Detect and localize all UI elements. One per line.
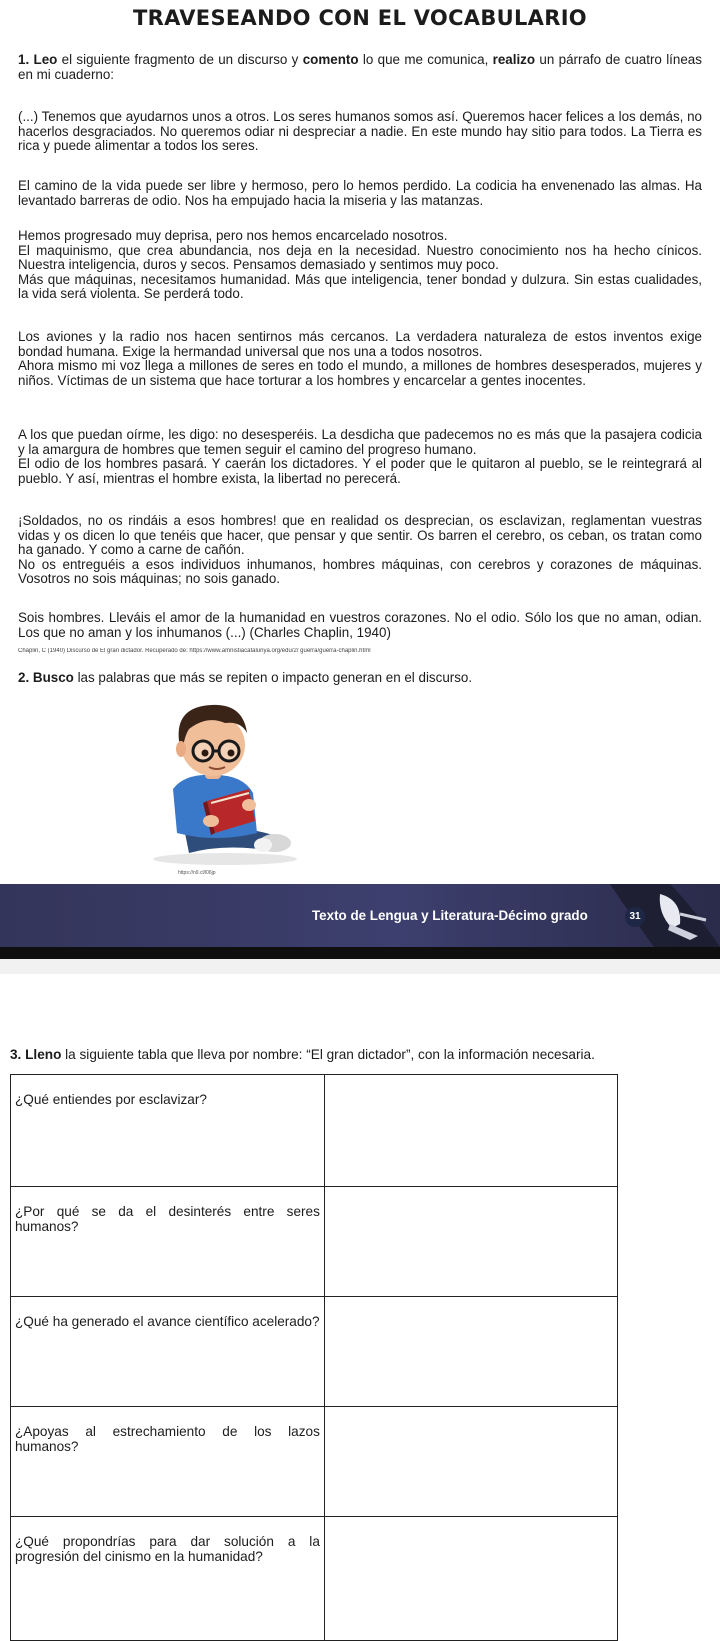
page-separator — [0, 947, 720, 959]
page-footer — [0, 884, 720, 947]
speech-paragraph-4: Los aviones y la radio nos hacen sentirnos más cercanos. La verdadera naturaleza de estos inventos exige bondad humana. Exige la hermandad universal que nos una a todos nosotros. Ahora mismo mi voz llega a millones de seres en todo el mundo, a millones de hombres desesperados, mujeres y niños. Víctimas de un sistema que hace torturar a los hombres y encarcelar a gentes inocentes. — [18, 329, 702, 388]
citation: Chaplin, C (1940) Discurso de El gran dictador. Recuperado de: https://www.amnistiacatalunya.org/edu/2/ guerra/guerra-chaplin.html — [18, 648, 371, 654]
footer-label: Texto de Lengua y Literatura-Décimo grado — [312, 908, 588, 923]
page-title: TRAVESEANDO CON EL VOCABULARIO — [133, 6, 587, 30]
answer-cell[interactable] — [324, 1407, 617, 1517]
speech-paragraph-3: Hemos progresado muy deprisa, pero nos hemos encarcelado nosotros. El maquinismo, que crea abundancia, nos deja en la necesidad. Nuestro conocimiento nos ha hecho cínicos. Nuestra inteligencia, duros y secos. Pensamos demasiado y sentimos muy poco. Más que máquinas, necesitamos humanidad. Más que inteligencia, tener bondad y dulzura. Sin estas cualidades, la vida será violenta. Se perderá todo. — [18, 228, 702, 301]
speech-paragraph-5: A los que puedan oírme, les digo: no desesperéis. La desdicha que padecemos no es más que la pasajera codicia y la amargura de hombres que temen seguir el camino del progreso humano. El odio de los hombres pasará. Y caerán los dictadores. Y el poder que le quitaron al pueblo, se le reintegrará al pueblo. Y así, mientras el hombre exista, la libertad no perecerá. — [18, 427, 702, 486]
question-cell: ¿Apoyas al estrechamiento de los lazos humanos? — [11, 1407, 325, 1517]
speech-paragraph-6: ¡Soldados, no os rindáis a esos hombres! que en realidad os desprecian, os esclavizan, reglamentan vuestras vidas y os dicen lo que tenéis que hacer, que pensar y que sentir. Os barren el cerebro, os ceban, os tratan como ha ganado. Y como a carne de cañón. No os entreguéis a esos individuos inhumanos, hombres máquinas, con cerebros y corazones de máquinas. Vosotros no sois máquinas; no sois ganado. — [18, 513, 702, 586]
table-row — [11, 1407, 618, 1517]
table-row — [11, 1517, 618, 1641]
table-row — [11, 1075, 618, 1187]
question-cell: ¿Qué ha generado el avance científico acelerado? — [11, 1297, 325, 1407]
speech-paragraph-7: Sois hombres. Lleváis el amor de la humanidad en vuestros corazones. No el odio. Sólo los que no aman, odian. Los que no aman y los inhumanos (...) (Charles Chaplin, 1940) — [18, 610, 702, 640]
speech-paragraph-2: El camino de la vida puede ser libre y hermoso, pero lo hemos perdido. La codicia ha envenenado las almas. Ha levantado barreras de odio. Nos ha empujado hacia la miseria y las matanzas. — [18, 178, 702, 208]
image-caption: https://n9.cl/l06jp — [178, 870, 216, 876]
dictator-table — [10, 1074, 618, 1641]
question-cell: ¿Qué entiendes por esclavizar? — [11, 1075, 325, 1187]
page-gap — [0, 959, 720, 974]
answer-cell[interactable] — [324, 1517, 617, 1641]
table-row — [11, 1187, 618, 1297]
instruction-2: 2. Busco las palabras que más se repiten o impacto generan en el discurso. — [18, 670, 473, 685]
answer-cell[interactable] — [324, 1297, 617, 1407]
answer-cell[interactable] — [324, 1187, 617, 1297]
boy-reading-illustration — [145, 693, 305, 868]
speech-paragraph-1: (...) Tenemos que ayudarnos unos a otros. Los seres humanos somos así. Queremos hacer felices a los demás, no hacerlos desgraciados. No queremos odiar ni despreciar a nadie. En este mundo hay sitio para todos. La Tierra es rica y puede alimentar a todos los seres. — [18, 109, 702, 153]
question-cell: ¿Qué propondrías para dar solución a la progresión del cinismo en la humanidad? — [11, 1517, 325, 1641]
instruction-1: 1. Leo el siguiente fragmento de un discurso y comento lo que me comunica, realizo un párrafo de cuatro líneas en mi cuaderno: — [18, 52, 702, 82]
question-cell: ¿Por qué se da el desinterés entre seres humanos? — [11, 1187, 325, 1297]
page-number-badge: 31 — [625, 907, 645, 927]
instruction-3: 3. Lleno la siguiente tabla que lleva por nombre: “El gran dictador”, con la información necesaria. — [10, 1047, 595, 1062]
table-row — [11, 1297, 618, 1407]
answer-cell[interactable] — [324, 1075, 617, 1187]
